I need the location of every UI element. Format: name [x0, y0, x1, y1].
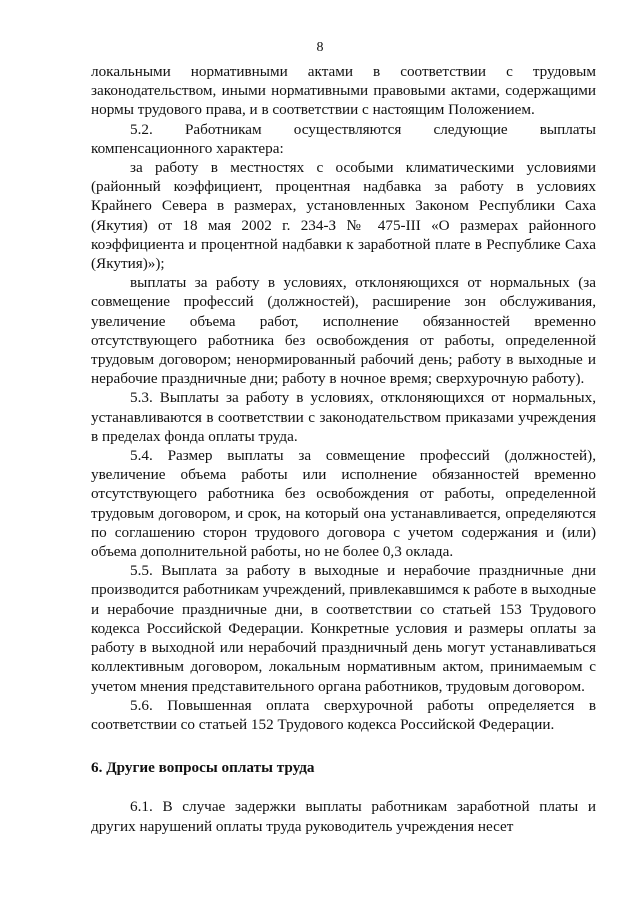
- paragraph-5-2: 5.2. Работникам осуществляются следующие выплаты компенсационного характера:: [91, 120, 596, 157]
- paragraph-6-1: 6.1. В случае задержки выплаты работникам заработной платы и других нарушений оплаты труда руководитель учреждения несет: [91, 798, 596, 835]
- paragraph-continuation: локальными нормативными актами в соответствии с трудовым законодательством, иными нормативными правовыми актами, содержащими нормы трудового права, и в соответствии с настоящим Положением.: [91, 63, 596, 119]
- section-heading: 6. Другие вопросы оплаты труда: [91, 759, 315, 777]
- document-body: [91, 62, 596, 836]
- paragraph-5-6: 5.6. Повышенная оплата сверхурочной работы определяется в соответствии со статьей 152 Трудового кодекса Российской Федерации.: [91, 696, 596, 733]
- paragraph-5-4: 5.4. Размер выплаты за совмещение профессий (должностей), увеличение объема работы или исполнение обязанностей временно отсутствующего работника без освобождения от работы, определенной трудовым договором, и срок, на который она устанавливается, определяются по соглашению сторон трудового договора с учетом содержания и (или) объема дополнительной работы, но не более 0,3 оклада.: [91, 447, 596, 561]
- paragraph-5-3: 5.3. Выплаты за работу в условиях, отклоняющихся от нормальных, устанавливаются в соответствии с законодательством приказами учреждения в пределах фонда оплаты труда.: [91, 389, 596, 445]
- paragraph-5-5: 5.5. Выплата за работу в выходные и нерабочие праздничные дни производится работникам учреждений, привлекавшимся к работе в выходные и нерабочие праздничные дни, в соответствии со статьей 153 Трудового кодекса Российской Федерации. Конкретные условия и размеры оплаты за работу в выходной или нерабочий праздничный день могут устанавливаться коллективным договором, локальным нормативным актом, принимаемым с учетом мнения представительного органа работников, трудовым договором.: [91, 562, 596, 695]
- page-number: 8: [316, 40, 324, 55]
- paragraph-climate-compensation: за работу в местностях с особыми климатическими условиями (районный коэффициент, процентная надбавка за работу в условиях Крайнего Севера в размерах, установленных Законом Республики Саха (Якутия) от 18 мая 2002 г. 234-З № 475-III «О размерах районного коэффициента и процентной надбавки к заработной плате в Республике Саха (Якутия)»);: [91, 159, 596, 273]
- paragraph-abnormal-conditions: выплаты за работу в условиях, отклоняющихся от нормальных (за совмещение профессий (должностей), расширение зон обслуживания, увеличение объема работ, исполнение обязанностей временно отсутствующего работника без освобождения от работы, определенной трудовым договором; ненормированный рабочий день; работу в выходные и нерабочие праздничные дни; работу в ночное время; сверхурочную работу).: [91, 274, 596, 388]
